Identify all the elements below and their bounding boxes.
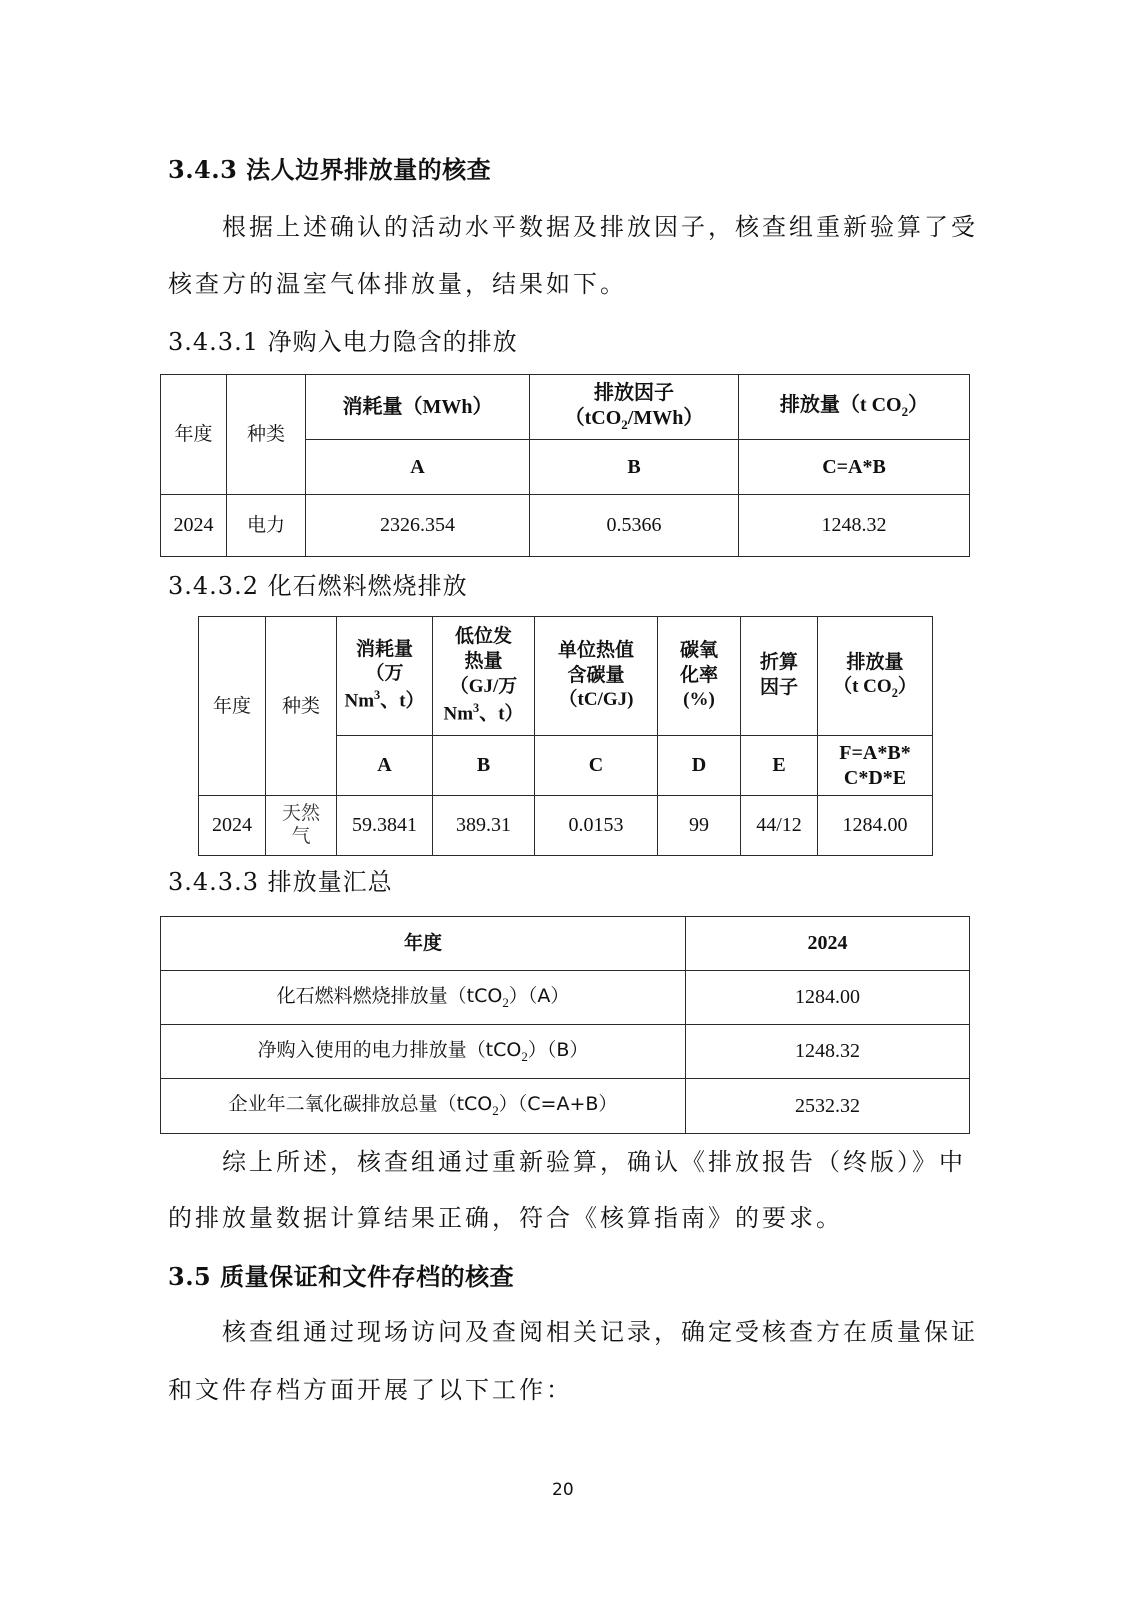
header-year: 年度 <box>199 617 266 796</box>
subsection-title-3-4-3-3: 3.4.3.3 排放量汇总 <box>168 868 393 896</box>
subsection-title-3-4-3-2: 3.4.3.2 化石燃料燃烧排放 <box>168 572 468 600</box>
header-consumption: 消耗量（MWh） <box>306 375 530 440</box>
var-b: B <box>433 736 535 796</box>
subsection-title-3-4-3-1: 3.4.3.1 净购入电力隐含的排放 <box>168 328 518 356</box>
header-year: 2024 <box>686 917 970 971</box>
var-b: B <box>530 440 739 495</box>
section-heading-3-4-3: 3.4.3 法人边界排放量的核查 <box>168 155 492 184</box>
paragraph-line: 核查方的温室气体排放量，结果如下。 <box>168 270 627 298</box>
table-header-row <box>161 917 970 971</box>
row-value: 1284.00 <box>686 971 970 1025</box>
header-carbon-content: 单位热值 含碳量 （tC/GJ) <box>535 617 658 736</box>
header-ncv: 低位发 热量 （GJ/万 Nm$^3$、t） <box>433 617 535 736</box>
header-type: 种类 <box>266 617 337 796</box>
paragraph-line: 综上所述，核查组通过重新验算，确认《排放报告（终版）》中 <box>222 1148 966 1176</box>
table-row <box>161 495 970 557</box>
cell-oxidation-rate: 99 <box>658 796 741 856</box>
row-label: 化石燃料燃烧排放量（tCO$_2$）（A） <box>161 971 686 1025</box>
table-header-row <box>199 617 933 736</box>
header-type: 种类 <box>227 375 306 495</box>
var-d: D <box>658 736 741 796</box>
row-value: 1248.32 <box>686 1025 970 1079</box>
cell-emission: 1248.32 <box>739 495 970 557</box>
page-number: 20 <box>552 1480 574 1500</box>
paragraph-line: 根据上述确认的活动水平数据及排放因子，核查组重新验算了受 <box>222 213 978 241</box>
paragraph-line: 的排放量数据计算结果正确，符合《核算指南》的要求。 <box>168 1204 843 1232</box>
header-consumption: 消耗量 （万 Nm$^3$、t） <box>337 617 433 736</box>
section-heading-3-5: 3.5 质量保证和文件存档的核查 <box>168 1262 515 1291</box>
table-row <box>161 1079 970 1134</box>
header-emission: 排放量 （t $CO_2$） <box>818 617 933 736</box>
paragraph-line: 和文件存档方面开展了以下工作： <box>168 1376 573 1404</box>
row-label: 企业年二氧化碳排放总量（tCO$_2$）（C=A+B） <box>161 1079 686 1134</box>
cell-ncv: 389.31 <box>433 796 535 856</box>
header-label: 年度 <box>161 917 686 971</box>
header-emission: 排放量（t $CO_2$） <box>739 375 970 440</box>
header-conversion-factor: 折算 因子 <box>741 617 818 736</box>
var-c: C <box>535 736 658 796</box>
row-value: 2532.32 <box>686 1079 970 1134</box>
var-a: A <box>306 440 530 495</box>
cell-consumption: 2326.354 <box>306 495 530 557</box>
header-oxidation-rate: 碳氧 化率 (%) <box>658 617 741 736</box>
var-c: C=A*B <box>739 440 970 495</box>
emission-summary-table <box>160 916 970 1134</box>
table-row <box>161 971 970 1025</box>
table-row <box>161 1025 970 1079</box>
paragraph-line: 核查组通过现场访问及查阅相关记录，确定受核查方在质量保证 <box>222 1318 978 1346</box>
electricity-emission-table <box>160 374 970 557</box>
row-label: 净购入使用的电力排放量（tCO$_2$）（B） <box>161 1025 686 1079</box>
table-row <box>199 796 933 856</box>
var-a: A <box>337 736 433 796</box>
header-year: 年度 <box>161 375 227 495</box>
var-e: E <box>741 736 818 796</box>
cell-factor: 0.5366 <box>530 495 739 557</box>
cell-conversion-factor: 44/12 <box>741 796 818 856</box>
table-header-row <box>161 375 970 440</box>
header-emission-factor: 排放因子 （tCO$_2$/MWh） <box>530 375 739 440</box>
cell-type: 电力 <box>227 495 306 557</box>
cell-emission: 1284.00 <box>818 796 933 856</box>
cell-type: 天然气 <box>266 796 337 856</box>
fossil-fuel-emission-table <box>198 616 933 856</box>
cell-year: 2024 <box>161 495 227 557</box>
cell-carbon-content: 0.0153 <box>535 796 658 856</box>
cell-consumption: 59.3841 <box>337 796 433 856</box>
cell-year: 2024 <box>199 796 266 856</box>
var-f: F=A*B* C*D*E <box>818 736 933 796</box>
